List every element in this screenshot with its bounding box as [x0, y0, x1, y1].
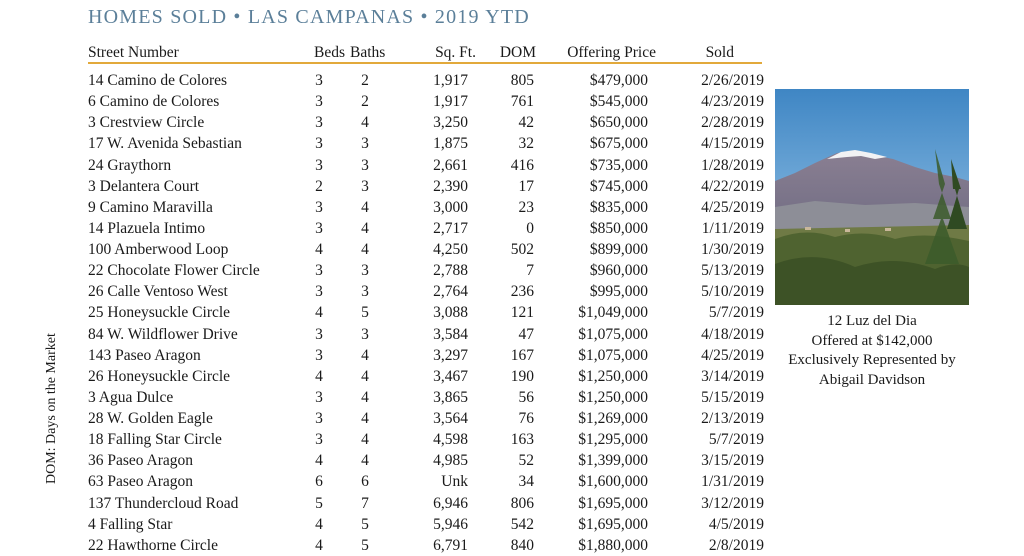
table-row [88, 260, 766, 281]
cell-dom: 17 [518, 177, 534, 195]
table-row [88, 281, 766, 302]
cell-beds: 3 [315, 410, 323, 427]
cell-price: $1,250,000 [578, 367, 648, 385]
cell-sold: 4/5/2019 [708, 515, 764, 533]
cell-street: 26 Honeysuckle Circle [88, 367, 231, 385]
cell-beds: 4 [315, 515, 323, 533]
cell-sqft: 2,661 [433, 156, 468, 174]
cell-street: 14 Plazuela Intimo [88, 219, 206, 237]
cell-sold: 5/15/2019 [701, 388, 764, 406]
photo-caption [775, 312, 969, 390]
header-beds: Beds [314, 44, 345, 61]
cell-price: $1,075,000 [578, 325, 648, 343]
cell-dom: 542 [510, 515, 534, 533]
sales-table [88, 42, 766, 554]
caption-address: 12 Luz del Dia [827, 313, 917, 329]
cell-price: $995,000 [589, 283, 648, 301]
cell-street: 63 Paseo Aragon [88, 473, 194, 491]
cell-sqft: 2,788 [433, 262, 468, 280]
cell-street: 36 Paseo Aragon [88, 452, 194, 470]
cell-baths: 3 [361, 325, 369, 343]
cell-dom: 42 [518, 114, 534, 132]
cell-beds: 3 [315, 156, 323, 174]
cell-street: 22 Chocolate Flower Circle [88, 262, 260, 280]
table-row [88, 429, 766, 450]
cell-beds: 2 [315, 177, 323, 195]
cell-dom: 805 [510, 72, 534, 89]
cell-street: 24 Graythorn [88, 156, 172, 174]
cell-street: 3 Delantera Court [88, 177, 200, 195]
cell-beds: 3 [315, 198, 323, 216]
cell-price: $479,000 [589, 72, 648, 89]
cell-sqft: 3,297 [433, 346, 468, 364]
cell-baths: 4 [361, 198, 369, 216]
cell-sold: 5/7/2019 [708, 431, 764, 449]
cell-price: $735,000 [589, 156, 648, 174]
table-header [88, 42, 766, 63]
cell-beds: 3 [315, 431, 323, 449]
cell-baths: 4 [361, 346, 369, 364]
cell-sold: 2/8/2019 [708, 536, 764, 554]
table-row [88, 197, 766, 218]
cell-beds: 6 [315, 473, 323, 491]
cell-sold: 3/12/2019 [701, 494, 764, 512]
cell-dom: 502 [510, 241, 534, 258]
cell-dom: 32 [518, 135, 534, 153]
table-row [88, 91, 766, 112]
table-row [88, 70, 766, 91]
cell-price: $1,269,000 [578, 410, 648, 427]
cell-sqft: Unk [441, 473, 468, 491]
cell-sold: 4/25/2019 [701, 198, 764, 216]
cell-sqft: 2,390 [433, 177, 468, 195]
cell-price: $850,000 [589, 219, 648, 237]
cell-baths: 5 [361, 304, 369, 322]
cell-sqft: 3,467 [433, 367, 468, 385]
cell-price: $1,250,000 [578, 388, 648, 406]
cell-price: $1,695,000 [578, 494, 648, 512]
cell-baths: 5 [361, 515, 369, 533]
cell-street: 9 Camino Maravilla [88, 198, 213, 216]
cell-baths: 3 [361, 177, 369, 195]
cell-beds: 3 [315, 93, 323, 111]
cell-baths: 4 [361, 114, 369, 132]
cell-baths: 2 [361, 93, 369, 111]
cell-sold: 3/15/2019 [701, 452, 764, 470]
cell-sqft: 3,865 [433, 388, 468, 406]
cell-dom: 236 [510, 283, 534, 301]
table-row [88, 239, 766, 260]
cell-sold: 2/28/2019 [701, 114, 764, 132]
cell-beds: 4 [315, 367, 323, 385]
table-row [88, 471, 766, 492]
table-row [88, 387, 766, 408]
table-body [88, 70, 766, 556]
cell-sqft: 3,250 [433, 114, 468, 132]
cell-beds: 4 [315, 241, 323, 258]
cell-price: $899,000 [589, 241, 648, 258]
cell-sqft: 1,917 [433, 93, 468, 111]
cell-dom: 47 [518, 325, 534, 343]
cell-price: $650,000 [589, 114, 648, 132]
cell-sold: 4/15/2019 [701, 135, 764, 153]
cell-beds: 3 [315, 325, 323, 343]
cell-price: $1,075,000 [578, 346, 648, 364]
table-row [88, 324, 766, 345]
cell-beds: 4 [315, 536, 323, 554]
cell-street: 3 Crestview Circle [88, 114, 205, 132]
cell-price: $960,000 [589, 262, 648, 280]
table-row [88, 302, 766, 323]
header-sold: Sold [705, 44, 734, 61]
cell-sold: 4/18/2019 [701, 325, 764, 343]
cell-sqft: 2,717 [433, 219, 468, 237]
header-sqft: Sq. Ft. [435, 44, 476, 61]
cell-sold: 5/13/2019 [701, 262, 764, 280]
cell-beds: 3 [315, 388, 323, 406]
cell-beds: 3 [315, 219, 323, 237]
cell-price: $675,000 [589, 135, 648, 153]
table-row [88, 112, 766, 133]
cell-beds: 4 [315, 304, 323, 322]
cell-price: $1,295,000 [578, 431, 648, 449]
cell-street: 143 Paseo Aragon [88, 346, 201, 364]
cell-dom: 52 [518, 452, 534, 470]
table-row [88, 155, 766, 176]
header-price: Offering Price [567, 44, 656, 61]
cell-street: 28 W. Golden Eagle [88, 410, 213, 427]
cell-street: 6 Camino de Colores [88, 93, 220, 111]
cell-dom: 163 [510, 431, 534, 449]
cell-baths: 6 [361, 473, 369, 491]
header-street: Street Number [88, 44, 179, 61]
cell-sold: 1/31/2019 [701, 473, 764, 491]
caption-agent: Abigail Davidson [818, 371, 926, 388]
header-rule [88, 62, 762, 64]
cell-street: 84 W. Wildflower Drive [88, 325, 238, 343]
cell-price: $835,000 [589, 198, 648, 216]
cell-baths: 3 [361, 283, 369, 301]
cell-dom: 23 [518, 198, 534, 216]
cell-baths: 3 [361, 135, 369, 153]
table-row [88, 493, 766, 514]
cell-baths: 3 [361, 156, 369, 174]
cell-sqft: 3,584 [433, 325, 468, 343]
cell-sqft: 4,598 [433, 431, 468, 449]
header-baths: Baths [350, 44, 386, 61]
cell-baths: 4 [361, 241, 369, 258]
page-title: HOMES SOLD • LAS CAMPANAS • 2019 YTD [88, 6, 530, 28]
cell-beds: 4 [315, 452, 323, 470]
cell-street: 100 Amberwood Loop [88, 241, 229, 258]
cell-street: 25 Honeysuckle Circle [88, 304, 231, 322]
cell-sqft: 1,917 [433, 72, 468, 89]
cell-beds: 3 [315, 283, 323, 301]
cell-dom: 56 [518, 388, 534, 406]
table-row [88, 408, 766, 429]
cell-beds: 3 [315, 346, 323, 364]
cell-price: $1,695,000 [578, 515, 648, 533]
cell-sqft: 4,985 [433, 452, 468, 470]
table-row [88, 133, 766, 154]
cell-dom: 167 [510, 346, 534, 364]
cell-sold: 5/7/2019 [708, 304, 764, 322]
cell-dom: 34 [518, 473, 534, 491]
cell-sqft: 6,791 [433, 536, 468, 554]
cell-sold: 1/11/2019 [701, 219, 764, 237]
cell-sold: 4/25/2019 [701, 346, 764, 364]
cell-sold: 3/14/2019 [701, 367, 764, 385]
cell-street: 3 Agua Dulce [88, 388, 174, 406]
cell-baths: 2 [361, 72, 369, 89]
cell-beds: 5 [315, 494, 323, 512]
cell-sold: 2/13/2019 [701, 410, 764, 427]
cell-street: 22 Hawthorne Circle [88, 536, 218, 554]
table-row [88, 218, 766, 239]
cell-baths: 4 [361, 452, 369, 470]
cell-dom: 416 [510, 156, 534, 174]
cell-dom: 761 [510, 93, 534, 111]
cell-baths: 4 [361, 410, 369, 427]
cell-baths: 3 [361, 262, 369, 280]
cell-sold: 4/23/2019 [701, 93, 764, 111]
cell-sqft: 5,946 [433, 515, 468, 533]
cell-sqft: 3,088 [433, 304, 468, 322]
cell-dom: 76 [518, 410, 534, 427]
table-row [88, 535, 766, 556]
cell-sqft: 1,875 [433, 135, 468, 153]
cell-dom: 0 [526, 219, 534, 237]
cell-sold: 5/10/2019 [701, 283, 764, 301]
cell-street: 17 W. Avenida Sebastian [88, 135, 242, 153]
cell-baths: 4 [361, 431, 369, 449]
cell-price: $1,880,000 [578, 536, 648, 554]
cell-sqft: 2,764 [433, 283, 468, 301]
cell-sold: 2/26/2019 [701, 72, 764, 89]
cell-dom: 806 [510, 494, 534, 512]
cell-sold: 1/30/2019 [701, 241, 764, 258]
side-label: DOM: Days on the Market [44, 333, 59, 484]
table-row [88, 345, 766, 366]
mountain-landscape-photo [775, 89, 969, 305]
cell-dom: 7 [526, 262, 534, 280]
cell-sqft: 3,000 [433, 198, 468, 216]
cell-street: 137 Thundercloud Road [88, 494, 239, 512]
cell-sqft: 3,564 [433, 410, 468, 427]
cell-price: $745,000 [589, 177, 648, 195]
cell-sqft: 4,250 [433, 241, 468, 258]
caption-price: Offered at $142,000 [811, 332, 933, 349]
cell-street: 26 Calle Ventoso West [88, 283, 228, 301]
cell-street: 14 Camino de Colores [88, 72, 228, 89]
cell-baths: 4 [361, 219, 369, 237]
cell-price: $1,399,000 [578, 452, 648, 470]
cell-price: $1,600,000 [578, 473, 648, 491]
cell-price: $1,049,000 [578, 304, 648, 322]
cell-beds: 3 [315, 72, 323, 89]
table-row [88, 176, 766, 197]
cell-baths: 4 [361, 367, 369, 385]
header-dom: DOM [499, 44, 536, 61]
caption-represented: Exclusively Represented by [788, 352, 956, 368]
cell-price: $545,000 [589, 93, 648, 111]
listing-photo [775, 89, 969, 305]
cell-beds: 3 [315, 135, 323, 153]
table-row [88, 366, 766, 387]
table-row [88, 514, 766, 535]
cell-baths: 5 [361, 536, 369, 554]
cell-street: 18 Falling Star Circle [88, 431, 222, 449]
cell-beds: 3 [315, 262, 323, 280]
cell-baths: 4 [361, 388, 369, 406]
cell-sold: 1/28/2019 [701, 156, 764, 174]
cell-street: 4 Falling Star [88, 515, 173, 533]
cell-dom: 121 [510, 304, 534, 322]
cell-dom: 190 [510, 367, 534, 385]
cell-dom: 840 [510, 536, 534, 554]
cell-sold: 4/22/2019 [701, 177, 764, 195]
cell-beds: 3 [315, 114, 323, 132]
cell-sqft: 6,946 [433, 494, 468, 512]
cell-baths: 7 [361, 494, 369, 512]
table-row [88, 450, 766, 471]
